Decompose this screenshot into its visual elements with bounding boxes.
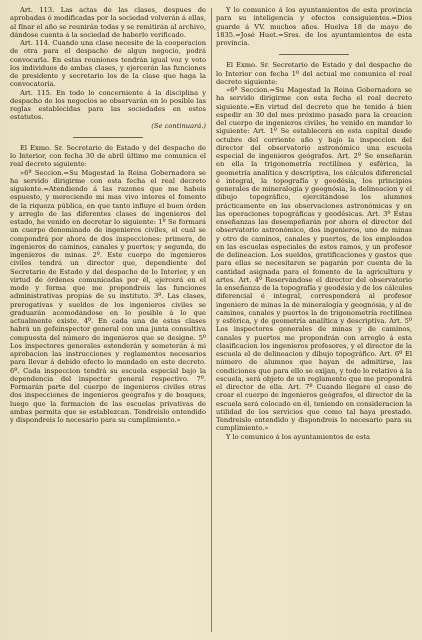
section-rule-right	[279, 54, 349, 55]
article-115: Art. 115. En todo lo concerniente á la disciplina y despacho de los negocios se observarán en lo posible las reglas establecidas para las sociedades en estos estatutos.	[10, 88, 206, 122]
decree-intro: El Exmo. Sr. Secretario de Estado y del despacho de lo Interior, con fecha 30 de abril último me comunica el real decreto siguiente:	[10, 143, 206, 169]
decree-body: »6ª Seccion.=Su Magestad la Reina Gobernadora se ha servido dirigirme con esta fecha el real decreto siguiente.=Atendiendo á las razones que me habeis espuesto, y mereciendo mi mas vivo interes el fomento de la riqueza pública, en que tanto influye el buen órden y arreglo de las diferentes clases de ingenieros del estado, he venido en decretar lo siguiente: 1º Se formará un cuerpo denominado de ingenieros civiles, el cual se compondrá por ahora de dos inspecciones: primera, de ingenieros de caminos, canales y puertos; y segunda, de ingenieros de minas. 2º. Este cuerpo de ingenieros civiles tendrá un director que, dependiente del Secretario de Estado y del despacho de lo Interior, y en virtud de órdenes comunicadas por él, ejercerá en el modo y forma que me propondreis las funciones administrativas propias de su instituto. 3º. Las clases, prerogativas y sueldos de los ingenieros civiles se graduarán acomodándose en lo posible á lo que actualmente existe. 4º. En cada una de estas clases habrá un gefeinspector general con una junta consultiva compuesta del número de ingenieros que se designe. 5º Los inspectores generales estenderán y someterán á mi aprobacion las instrucciones y reglamentos necesarios para llevar á debido efecto lo mandado en este decreto. 6º. Cada inspeccion tendrá su escuela especial bajo la dependencia del inspector general respectivo. 7º. Formarán parte del cuerpo de ingenieros civiles otras dos inspecciones de ingenieros geógrafos y de bosques, luego que la formacion de las escuelas privativas de ambas permita que se establezcan. Tendreislo entendido y dispondreis lo necesario para su cumplimiento.»	[10, 168, 206, 424]
decree2-intro: El Exmo. Sr. Secretario de Estado y del despacho de lo Interior con fecha 1º del actual me comunica el real decreto siguiente:	[216, 61, 412, 86]
communication-closing: Y lo comunico á los ayuntamientos de esta provincia para su inteligencia y efectos consiguientes.=Dios guarde á VV. muchos años. Huelva 18 de mayo de 1835.=José Huet.=Sres. de los ayuntamientos de esta provincia.	[216, 6, 412, 47]
continuation-note: (Se continuará.)	[151, 121, 206, 130]
article-114: Art. 114. Cuando una clase necesite de la cooperacion de otra para el despacho de algun negocio, podrá convocarla. En estas reuniones tendrán igual voz y voto los individuos de ambas clases, y ejercerán las funciones de presidente y secretario los de la clase que haga la convocatoria.	[10, 39, 206, 89]
right-column	[216, 6, 412, 441]
article-113: Art. 113. Las actas de las clases, despues de aprobadas ó modificadas por la sociedad volverán á ellas, al fínar el año se reunirán todas y se remitirán al archivo, dándose cuenta á la sociedad de haberlo verificado.	[10, 6, 206, 39]
section-rule	[73, 137, 143, 138]
left-column	[10, 6, 206, 424]
decree2-closing: Y lo comunico á los ayuntamientos de esta	[226, 432, 370, 441]
decree2-body: »6ª Seccion.=Su Magestad la Reina Gobernadora se ha servido dirigirme con esta fecha el real decreto siguiente.=En virtud del decreto que he tenido á bien espedir en 30 del mes próximo pasado para la creacion del cuerpo de ingenieros civiles, he venido en mandar lo siguiente: Art. 1º Se establecerá en esta capital desde octubre del corriente año y bajo la inspeccion del director del observatorio astronómico una escuela especial de ingenieros geógrafos. Art. 2º Se enseñarán en ella la trigonometría rectilínea y esférica, la geometría analítica y descriptiva, los cálculos diferencial é integral, la topografía y geodésia, los principios generales de mineralogía y geognósia, la delineacion y el dibujo topográfico, ejercitándose los alumnos prácticamente en las observaciones astronómicas y en las operaciones topográficas y geodésicas. Art. 3º Estas enseñanzas las desempeñarán por ahora el director del observatorio astronómico, dos ingenieros, uno de minas y otro de caminos, canales y puertos, de los empleados en las escuelas especiales de estos ramos, y un profesor de delineacion. Los sueldos, gratificaciones y gastos que para ellas se necesitaren se pagarán por cuenta de la cantidad asignada para el fomento de la agricultura y artes. Art. 4º Reservándose el director del observatorio la enseñanza de la topografía y geodésia y de los cálculos diferencial é integral, corresponderá al profesor ingeniero de minas la de mineralogía y geognósia, y al de caminos, canales y puertos la de trigonometría rectilínea y esférica, y de geometría analítica y descriptiva. Art. 5º Los inspectores generales de minas y de caminos, canales y puertos me propondrán con arreglo á esta clasificacion los ingenieros profesores, y el director de la escuela el de delineacion y dibujo topográfico. Art. 6º El número de alumnos que hayan de admitirse, las condiciones que para ello se exijan, y todo lo relativo á la escuela, será objeto de un reglamento que me propondrá el director de ella. Art. 7º Cuando llegare el caso de crear el cuerpo de ingenieros geógrafos, el director de la escuela será colocado en él, teniendo en consideracion la utilidad de los servicios que como tal haya prestado. Tendreislo entendido y dispondreis lo necesario para su cumplimiento.»	[216, 86, 412, 433]
column-divider	[211, 8, 212, 632]
